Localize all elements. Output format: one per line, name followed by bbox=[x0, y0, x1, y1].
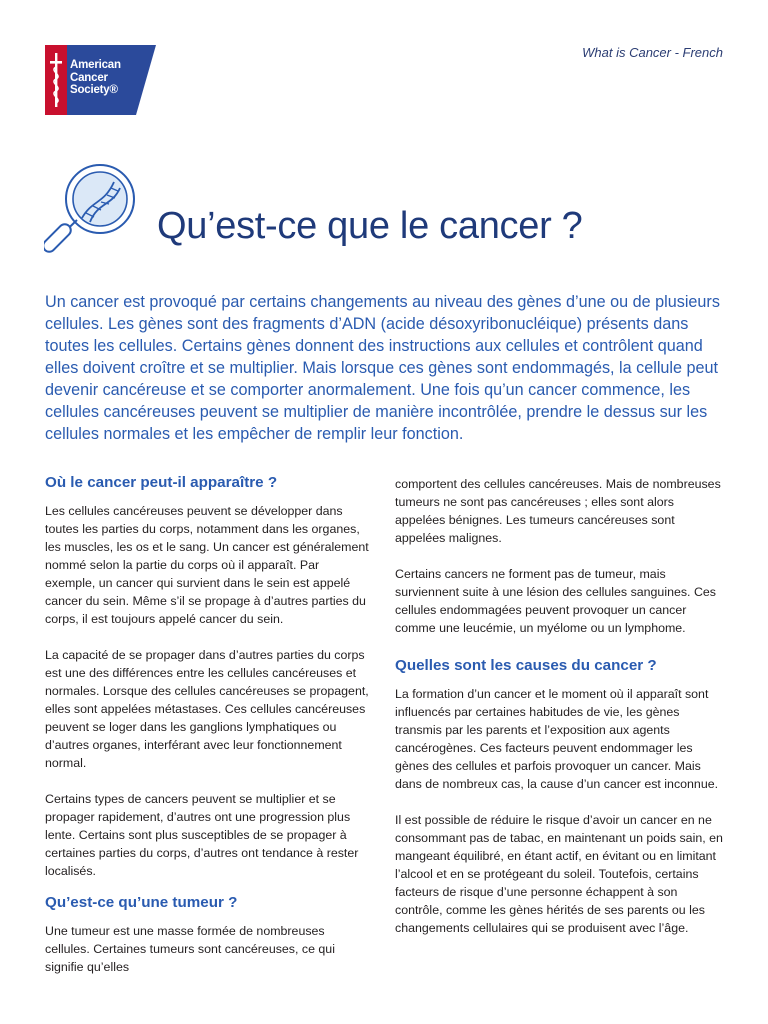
logo-wordmark bbox=[70, 59, 121, 97]
intro-paragraph: Un cancer est provoqué par certains changements au niveau des gènes d’une ou de plusieurs cellules. Les gènes sont des fragments d’ADN (acide désoxyribonucléique) présents dans toutes les cellules. Certains gènes donnent des instructions aux cellules et contrôlent quand elles doivent croître et se multiplier. Mais lorsque ces gènes sont endommagés, la cellule peut devenir cancéreuse et se comporter anormalement. Une fois qu’un cancer commence, les cellules cancéreuses peuvent se multiplier de manière incontrôlée, prendre le dessus sur les cellules normales et les empêcher de remplir leur fonction. bbox=[45, 293, 720, 443]
left-column bbox=[45, 472, 370, 994]
tumor-paragraph-1-continued: comportent des cellules cancéreuses. Mais de nombreuses tumeurs ne sont pas cancéreuses ; elles sont alors appelées bénignes. Les tumeurs cancéreuses sont appelées malignes. bbox=[395, 477, 721, 545]
where-paragraph-3: Certains types de cancers peuvent se multiplier et se propager rapidement, d’autres ont une progression plus lente. Certains sont plus susceptibles de se propager à certaines parties du corps, d’autres ont tendance à rester localisés. bbox=[45, 792, 359, 878]
magnifier-dna-icon bbox=[44, 160, 139, 256]
causes-paragraph-2: Il est possible de réduire le risque d’avoir un cancer en ne consommant pas de tabac, en maintenant un poids sain, en mangeant équilibré, en étant actif, en évitant ou en limitant l’alcool et en se protégeant du soleil. Toutefois, certains facteurs de risque d’une personne échappent à son contrôle, comme les gènes hérités de ses parents ou les changements cellulaires qui se produisent avec l’âge. bbox=[395, 813, 723, 935]
section-heading-where: Où le cancer peut-il apparaître ? bbox=[45, 474, 278, 491]
acs-logo bbox=[45, 45, 156, 115]
page-title: Qu’est-ce que le cancer ? bbox=[157, 205, 583, 247]
logo-line-1: American bbox=[70, 59, 121, 71]
where-paragraph-2: La capacité de se propager dans d’autres parties du corps est une des différences entre les cellules cancéreuses et normales. Lorsque des cellules cancéreuses se propagent, elles sont appelées métastases. Ces cellules cancéreuses peuvent se loger dans les ganglions lymphatiques ou d’autres organes, interférant avec leur fonctionnement normal. bbox=[45, 648, 369, 770]
logo-line-2: Cancer bbox=[70, 71, 108, 84]
tumor-paragraph-1: Une tumeur est une masse formée de nombreuses cellules. Certaines tumeurs sont cancéreuses, ce qui signifie qu’elles bbox=[45, 924, 335, 974]
causes-paragraph-1: La formation d’un cancer et le moment où il apparaît sont influencés par certaines habitudes de vie, les gènes transmis par les parents et l’exposition aux agents cancérogènes. Ces facteurs peuvent endommager les gènes des cellules et parfois provoquer un cancer. Mais dans de nombreux cas, la cause d’un cancer est inconnue. bbox=[395, 687, 719, 791]
tumor-paragraph-2: Certains cancers ne forment pas de tumeur, mais surviennent suite à une lésion des cellules sanguines. Ces cellules endommagées peuvent provoquer un cancer comme une leucémie, un myélome ou un lymphome. bbox=[395, 567, 716, 635]
section-heading-tumor: Qu’est-ce qu’une tumeur ? bbox=[45, 894, 238, 911]
doc-language-label: What is Cancer - French bbox=[582, 45, 723, 60]
where-paragraph-1: Les cellules cancéreuses peuvent se développer dans toutes les parties du corps, notamment dans les organes, les muscles, les os et le sang. Un cancer est généralement nommé selon la partie du corps où il apparaît. Par exemple, un cancer qui survient dans le sein est appelé cancer du sein. Même s’il se propage à d’autres parties du corps, il est toujours appelé cancer du sein. bbox=[45, 504, 369, 626]
logo-line-3-text: Society bbox=[70, 84, 110, 96]
logo-line-3: Society® bbox=[70, 84, 118, 96]
section-heading-causes: Quelles sont les causes du cancer ? bbox=[395, 657, 657, 674]
right-column bbox=[395, 475, 727, 955]
